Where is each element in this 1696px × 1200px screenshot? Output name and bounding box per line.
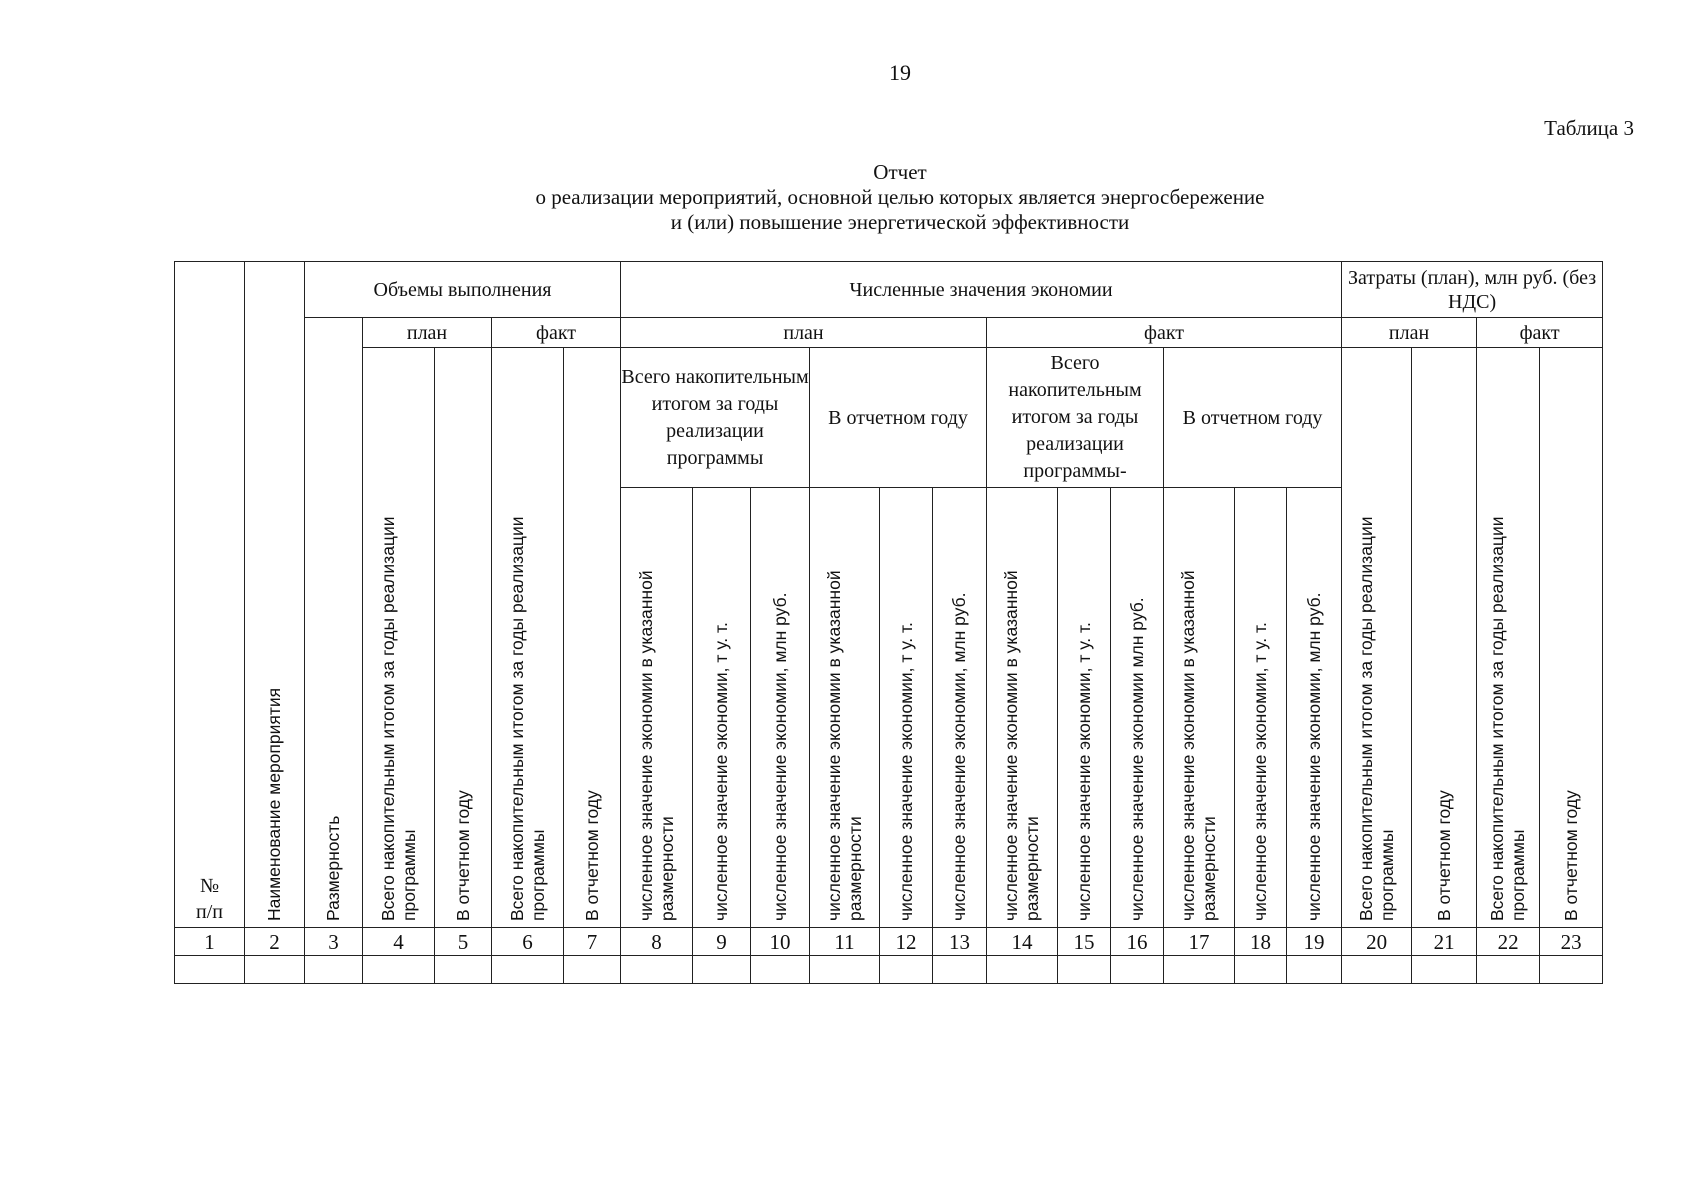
col-18-label: численное значение экономии, т у. т. bbox=[1250, 622, 1271, 921]
col-11-label: численное значение экономии в указанной размерности bbox=[823, 570, 865, 921]
col-7-label: В отчетном году bbox=[581, 790, 602, 921]
report-table bbox=[174, 261, 1603, 984]
col-4-header bbox=[363, 348, 435, 928]
column-number: 8 bbox=[621, 928, 693, 956]
savings-plan-report-year: В отчетном году bbox=[810, 348, 987, 488]
column-number: 13 bbox=[933, 928, 987, 956]
header-savings: Численные значения экономии bbox=[621, 262, 1342, 318]
col-23-header bbox=[1540, 348, 1603, 928]
empty-cell bbox=[492, 956, 564, 984]
report-title bbox=[420, 160, 1380, 235]
savings-fact-report-year: В отчетном году bbox=[1164, 348, 1342, 488]
col-5-label: В отчетном году bbox=[452, 790, 473, 921]
empty-cell bbox=[1235, 956, 1287, 984]
number-label-abbrev: п/п bbox=[196, 901, 223, 923]
col-12-header bbox=[880, 488, 933, 928]
savings-plan-cumulative: Всего накопительным итогом за годы реализации программы bbox=[621, 348, 810, 488]
empty-cell bbox=[810, 956, 880, 984]
col-20-header bbox=[1342, 348, 1412, 928]
empty-cell bbox=[435, 956, 492, 984]
savings-fact: факт bbox=[987, 318, 1342, 348]
empty-cell bbox=[1287, 956, 1342, 984]
col-6-header bbox=[492, 348, 564, 928]
empty-cell bbox=[1477, 956, 1540, 984]
col-20-label: Всего накопительным итогом за годы реализации программы bbox=[1355, 516, 1397, 921]
column-number: 5 bbox=[435, 928, 492, 956]
header-volumes: Объемы выполнения bbox=[305, 262, 621, 318]
column-number: 23 bbox=[1540, 928, 1603, 956]
header-costs: Затраты (план), млн руб. (без НДС) bbox=[1342, 262, 1603, 318]
unit-label: Размерность bbox=[323, 815, 343, 921]
col-8-label: численное значение экономии в указанной размерности bbox=[635, 570, 677, 921]
column-number-row bbox=[175, 928, 1603, 956]
column-number: 14 bbox=[987, 928, 1058, 956]
title-line-2: о реализации мероприятий, основной целью которых является энергосбережение bbox=[535, 185, 1265, 209]
col-15-header bbox=[1058, 488, 1111, 928]
savings-plan: план bbox=[621, 318, 987, 348]
col-7-header bbox=[564, 348, 621, 928]
title-line-1: Отчет bbox=[873, 160, 927, 184]
empty-cell bbox=[933, 956, 987, 984]
column-number: 20 bbox=[1342, 928, 1412, 956]
column-number: 7 bbox=[564, 928, 621, 956]
col-13-label: численное значение экономии, млн руб. bbox=[949, 592, 970, 921]
column-number: 21 bbox=[1412, 928, 1477, 956]
empty-cell bbox=[1342, 956, 1412, 984]
column-number: 16 bbox=[1111, 928, 1164, 956]
col-4-label: Всего накопительным итогом за годы реализации программы bbox=[377, 516, 419, 921]
column-number: 4 bbox=[363, 928, 435, 956]
empty-cell bbox=[1164, 956, 1235, 984]
column-number: 18 bbox=[1235, 928, 1287, 956]
col-10-header bbox=[751, 488, 810, 928]
empty-cell bbox=[621, 956, 693, 984]
number-label-symbol: № bbox=[199, 875, 220, 897]
column-number: 9 bbox=[693, 928, 751, 956]
column-number: 10 bbox=[751, 928, 810, 956]
empty-cell bbox=[1540, 956, 1603, 984]
column-number: 11 bbox=[810, 928, 880, 956]
header-activity-name bbox=[245, 262, 305, 928]
col-16-label: численное значение экономии млн руб. bbox=[1126, 597, 1147, 921]
col-17-label: численное значение экономии в указанной размерности bbox=[1178, 570, 1220, 921]
column-number: 17 bbox=[1164, 928, 1235, 956]
col-19-header bbox=[1287, 488, 1342, 928]
col-19-label: численное значение экономии, млн руб. bbox=[1303, 592, 1324, 921]
col-23-label: В отчетном году bbox=[1560, 790, 1581, 921]
title-line-3: и (или) повышение энергетической эффективности bbox=[670, 210, 1130, 234]
empty-cell bbox=[305, 956, 363, 984]
empty-cell bbox=[751, 956, 810, 984]
col-10-label: численное значение экономии, млн руб. bbox=[769, 592, 790, 921]
col-13-header bbox=[933, 488, 987, 928]
col-9-label: численное значение экономии, т у. т. bbox=[711, 622, 732, 921]
col-16-header bbox=[1111, 488, 1164, 928]
col-14-header bbox=[987, 488, 1058, 928]
empty-cell bbox=[245, 956, 305, 984]
empty-cell bbox=[1058, 956, 1111, 984]
activity-name-label: Наименование мероприятия bbox=[264, 687, 284, 921]
col-14-label: численное значение экономии в указанной размерности bbox=[1001, 570, 1043, 921]
column-number: 6 bbox=[492, 928, 564, 956]
col-12-label: численное значение экономии, т у. т. bbox=[895, 622, 916, 921]
empty-cell bbox=[1111, 956, 1164, 984]
col-8-header bbox=[621, 488, 693, 928]
column-number: 19 bbox=[1287, 928, 1342, 956]
savings-fact-cumulative: Всего накопительным итогом за годы реализации программы- bbox=[987, 348, 1164, 488]
col-11-header bbox=[810, 488, 880, 928]
column-number: 1 bbox=[175, 928, 245, 956]
empty-cell bbox=[564, 956, 621, 984]
empty-cell bbox=[987, 956, 1058, 984]
empty-cell bbox=[693, 956, 751, 984]
volumes-fact: факт bbox=[492, 318, 621, 348]
col-6-label: Всего накопительным итогом за годы реализации программы bbox=[506, 516, 548, 921]
column-number: 2 bbox=[245, 928, 305, 956]
col-17-header bbox=[1164, 488, 1235, 928]
header-row-1 bbox=[175, 262, 1603, 318]
col-15-label: численное значение экономии, т у. т. bbox=[1073, 622, 1094, 921]
col-21-label: В отчетном году bbox=[1433, 790, 1454, 921]
volumes-plan: план bbox=[363, 318, 492, 348]
empty-cell bbox=[880, 956, 933, 984]
costs-plan: план bbox=[1342, 318, 1477, 348]
column-number: 3 bbox=[305, 928, 363, 956]
empty-cell bbox=[1412, 956, 1477, 984]
col-22-label: Всего накопительным итогом за годы реализации программы bbox=[1487, 516, 1529, 921]
page-number: 19 bbox=[889, 60, 911, 85]
column-number: 12 bbox=[880, 928, 933, 956]
header-row-2 bbox=[175, 318, 1603, 348]
empty-data-row bbox=[175, 956, 1603, 984]
col-5-header bbox=[435, 348, 492, 928]
header-row-3 bbox=[175, 348, 1603, 488]
col-9-header bbox=[693, 488, 751, 928]
empty-cell bbox=[363, 956, 435, 984]
col-18-header bbox=[1235, 488, 1287, 928]
empty-cell bbox=[175, 956, 245, 984]
table-label: Таблица 3 bbox=[1544, 116, 1634, 140]
column-number: 15 bbox=[1058, 928, 1111, 956]
header-number bbox=[175, 262, 245, 928]
column-number: 22 bbox=[1477, 928, 1540, 956]
costs-fact: факт bbox=[1477, 318, 1603, 348]
col-21-header bbox=[1412, 348, 1477, 928]
header-unit bbox=[305, 318, 363, 928]
col-22-header bbox=[1477, 348, 1540, 928]
